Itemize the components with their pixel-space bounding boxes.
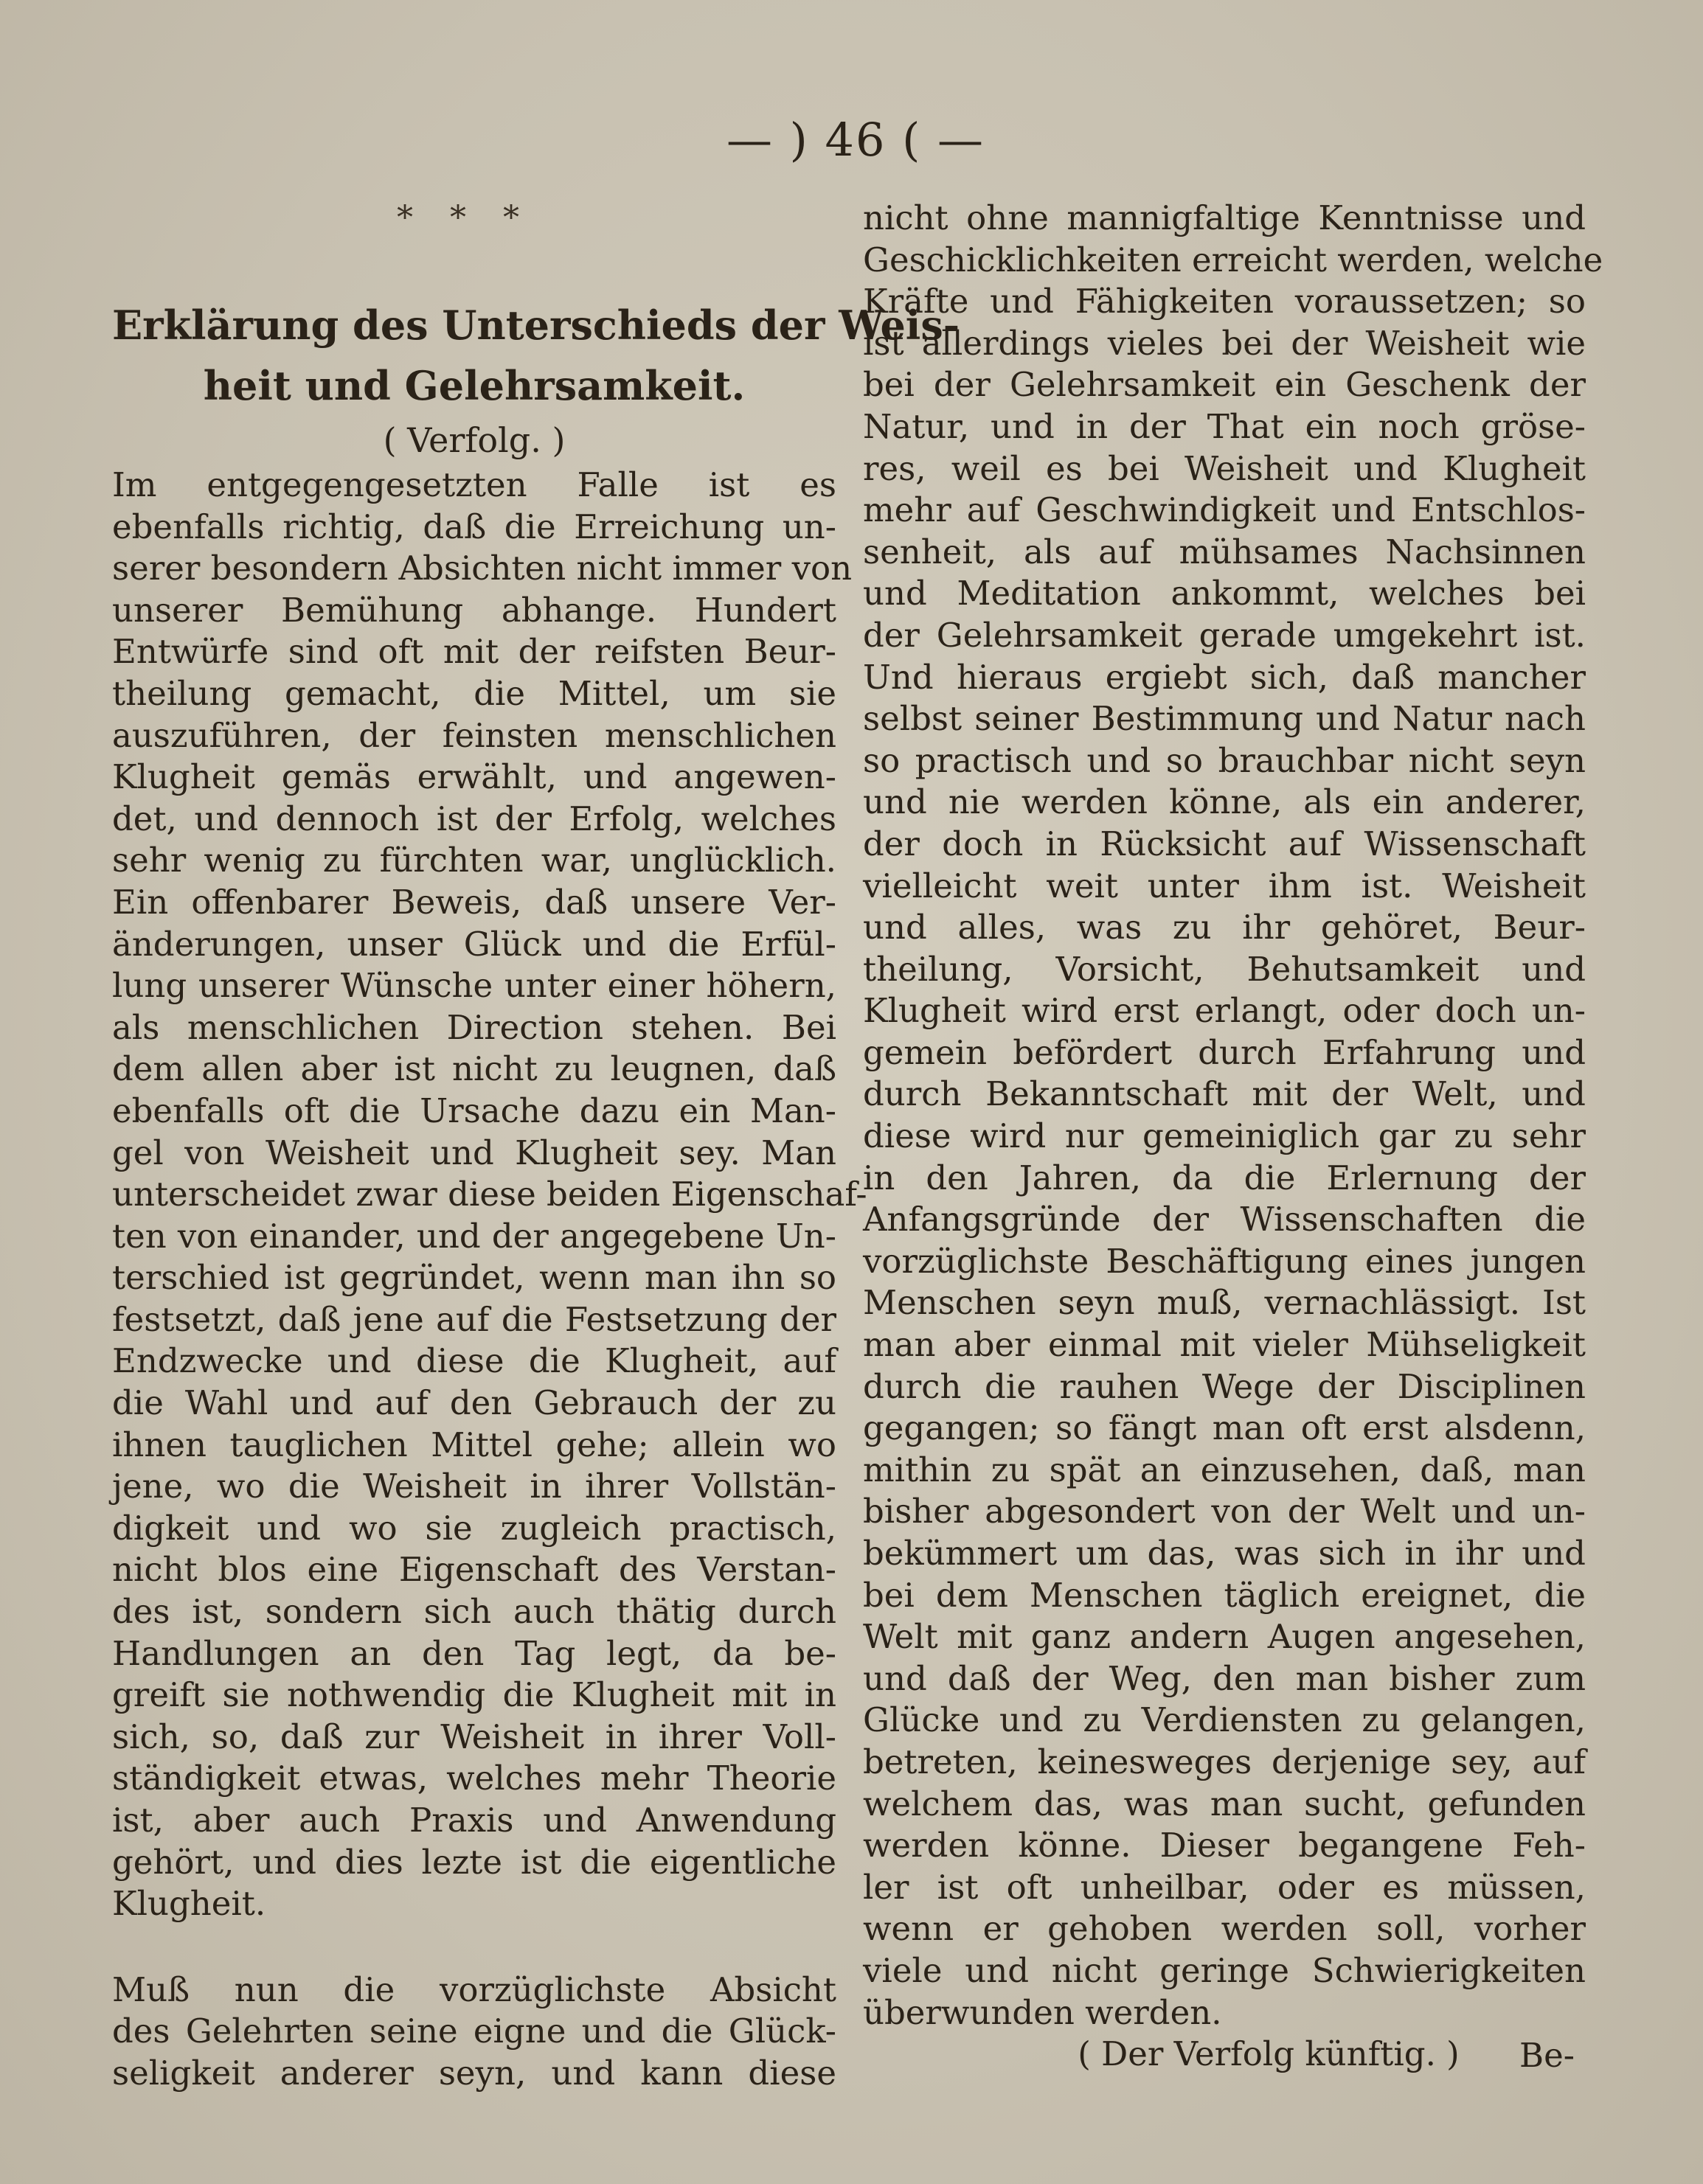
text-line: Ein offenbarer Beweis, daß unsere Ver-	[112, 882, 836, 922]
text-line: Klugheit wird erst erlangt, oder doch un-	[863, 991, 1586, 1031]
text-line: sich, so, daß zur Weisheit in ihrer Voll-	[112, 1717, 836, 1756]
title-line: heit und Gelehrsamkeit.	[203, 362, 746, 409]
text-line: welchem das, was man sucht, gefunden	[863, 1784, 1586, 1823]
text-line: und daß der Weg, den man bisher zum	[863, 1658, 1586, 1698]
text-line: so practisch und so brauchbar nicht seyn	[863, 740, 1586, 780]
text-line: Im entgegengesetzten Falle ist es	[112, 465, 836, 504]
text-line: gehört, und dies lezte ist die eigentliche	[112, 1842, 836, 1882]
text-line: der doch in Rücksicht auf Wissenschaft	[863, 824, 1586, 863]
text-line: mithin zu spät an einzusehen, daß, man	[863, 1450, 1586, 1489]
text-line: Geschicklichkeiten erreicht werden, welche	[863, 240, 1603, 279]
text-line: der Gelehrsamkeit gerade umgekehrt ist.	[863, 615, 1586, 655]
text-line: betreten, keinesweges derjenige sey, auf	[863, 1742, 1586, 1781]
text-line: und nie werden könne, als ein anderer,	[863, 782, 1586, 822]
text-line: ebenfalls richtig, daß die Erreichung un-	[112, 507, 836, 546]
left-paragraph-1	[112, 465, 867, 1925]
text-line: als menschlichen Direction stehen. Bei	[112, 1007, 836, 1047]
text-line: des Gelehrten seine eigne und die Glück-	[112, 2011, 836, 2051]
text-line: Glücke und zu Verdiensten zu gelangen,	[863, 1700, 1586, 1740]
text-line: werden könne. Dieser begangene Feh-	[863, 1826, 1586, 1865]
article-subtitle: ( Verfolg. )	[383, 420, 566, 460]
text-line: in den Jahren, da die Erlernung der	[863, 1158, 1586, 1197]
article-title	[112, 295, 960, 416]
text-line: jene, wo die Weisheit in ihrer Vollstän-	[112, 1467, 836, 1506]
text-line: Klugheit gemäs erwählt, und angewen-	[112, 757, 836, 797]
text-line: des ist, sondern sich auch thätig durch	[112, 1592, 836, 1632]
text-line: res, weil es bei Weisheit und Klugheit	[863, 448, 1586, 488]
text-line: greift sie nothwendig die Klugheit mit in	[112, 1675, 836, 1715]
right-paragraph	[863, 198, 1603, 2034]
text-line: gemein befördert durch Erfahrung und	[863, 1032, 1586, 1072]
page-header: — ) 46 ( —	[726, 113, 985, 167]
text-line: Endzwecke und diese die Klugheit, auf	[112, 1341, 836, 1381]
text-line: änderungen, unser Glück und die Erfül-	[112, 924, 836, 964]
text-line: Handlungen an den Tag legt, da be-	[112, 1633, 836, 1673]
left-column	[112, 295, 960, 2095]
text-line: ebenfalls oft die Ursache dazu ein Man-	[112, 1091, 836, 1130]
text-line: durch die rauhen Wege der Disciplinen	[863, 1366, 1586, 1406]
text-line: serer besondern Absichten nicht immer von	[112, 549, 853, 588]
text-line: ist, aber auch Praxis und Anwendung	[112, 1801, 836, 1840]
text-line: Menschen seyn muß, vernachlässigt. Ist	[863, 1283, 1586, 1323]
text-line: und Meditation ankommt, welches bei	[863, 574, 1586, 613]
text-line: ler ist oft unheilbar, oder es müssen,	[863, 1867, 1586, 1907]
text-line: diese wird nur gemeiniglich gar zu sehr	[863, 1116, 1586, 1156]
text-line: nicht ohne mannigfaltige Kenntnisse und	[863, 198, 1586, 237]
text-line: gegangen; so fängt man oft erst alsdenn,	[863, 1408, 1586, 1448]
decorative-asterisks: * * *	[397, 199, 533, 237]
text-line: dem allen aber ist nicht zu leugnen, daß	[112, 1049, 836, 1089]
text-line: selbst seiner Bestimmung und Natur nach	[863, 699, 1586, 739]
text-line: unserer Bemühung abhange. Hundert	[112, 590, 836, 630]
text-line: Muß nun die vorzüglichste Absicht	[112, 1969, 836, 2009]
title-line: Erklärung des Unterschieds der Weis-	[112, 302, 960, 349]
right-column	[863, 198, 1603, 2076]
text-line: ihnen tauglichen Mittel gehe; allein wo	[112, 1425, 836, 1464]
text-line: ist allerdings vieles bei der Weisheit wie	[863, 323, 1586, 363]
left-paragraph-2	[112, 1969, 836, 2095]
text-line: festsetzt, daß jene auf die Festsetzung der	[112, 1299, 836, 1339]
text-line: durch Bekanntschaft mit der Welt, und	[863, 1074, 1586, 1114]
text-line: Welt mit ganz andern Augen angesehen,	[863, 1617, 1586, 1657]
text-line: seligkeit anderer seyn, und kann diese	[112, 2053, 836, 2093]
paragraph-gap	[112, 1925, 836, 1969]
text-line: bekümmert um das, was sich in ihr und	[863, 1534, 1586, 1573]
text-line: theilung gemacht, die Mittel, um sie	[112, 673, 836, 713]
text-line: gel von Weisheit und Klugheit sey. Man	[112, 1133, 836, 1172]
text-line: Und hieraus ergiebt sich, daß mancher	[863, 657, 1586, 697]
text-line: det, und dennoch ist der Erfolg, welches	[112, 799, 836, 838]
text-line: digkeit und wo sie zugleich practisch,	[112, 1508, 836, 1548]
text-line: bei der Gelehrsamkeit ein Geschenk der	[863, 365, 1586, 405]
text-line: lung unserer Wünsche unter einer höhern,	[112, 966, 836, 1006]
text-line: Natur, und in der That ein noch gröse-	[863, 406, 1586, 446]
text-line: vorzüglichste Beschäftigung eines jungen	[863, 1241, 1586, 1281]
text-line: ständigkeit etwas, welches mehr Theorie	[112, 1759, 836, 1798]
text-line: senheit, als auf mühsames Nachsinnen	[863, 532, 1586, 571]
text-line: die Wahl und auf den Gebrauch der zu	[112, 1383, 836, 1423]
text-line: Entwürfe sind oft mit der reifsten Beur-	[112, 632, 836, 672]
text-line: und alles, was zu ihr gehöret, Beur-	[863, 908, 1586, 947]
text-line: mehr auf Geschwindigkeit und Entschlos-	[863, 490, 1586, 530]
text-line: man aber einmal mit vieler Mühseligkeit	[863, 1325, 1586, 1365]
text-line: Klugheit.	[112, 1884, 266, 1924]
text-line: bisher abgesondert von der Welt und un-	[863, 1492, 1586, 1531]
text-line: auszuführen, der feinsten menschlichen	[112, 715, 836, 755]
text-line: bei dem Menschen täglich ereignet, die	[863, 1575, 1586, 1615]
text-line: sehr wenig zu fürchten war, unglücklich.	[112, 841, 836, 880]
text-line: ten von einander, und der angegebene Un-	[112, 1216, 836, 1256]
text-line: theilung, Vorsicht, Behutsamkeit und	[863, 949, 1586, 989]
text-line: nicht blos eine Eigenschaft des Verstan-	[112, 1550, 836, 1590]
text-line: terschied ist gegründet, wenn man ihn so	[112, 1258, 836, 1298]
text-line: unterscheidet zwar diese beiden Eigenschaf-	[112, 1175, 867, 1214]
continuation-note: ( Der Verfolg künftig. )	[1078, 2034, 1460, 2074]
text-line: wenn er gehoben werden soll, vorher	[863, 1909, 1586, 1949]
catchword: Be-	[1519, 2036, 1575, 2075]
text-line: viele und nicht geringe Schwierigkeiten	[863, 1950, 1586, 1990]
text-line: vielleicht weit unter ihm ist. Weisheit	[863, 866, 1586, 905]
text-line: Anfangsgründe der Wissenschaften die	[863, 1200, 1586, 1239]
text-line: überwunden werden.	[863, 1992, 1222, 2032]
text-line: Kräfte und Fähigkeiten voraussetzen; so	[863, 282, 1586, 321]
